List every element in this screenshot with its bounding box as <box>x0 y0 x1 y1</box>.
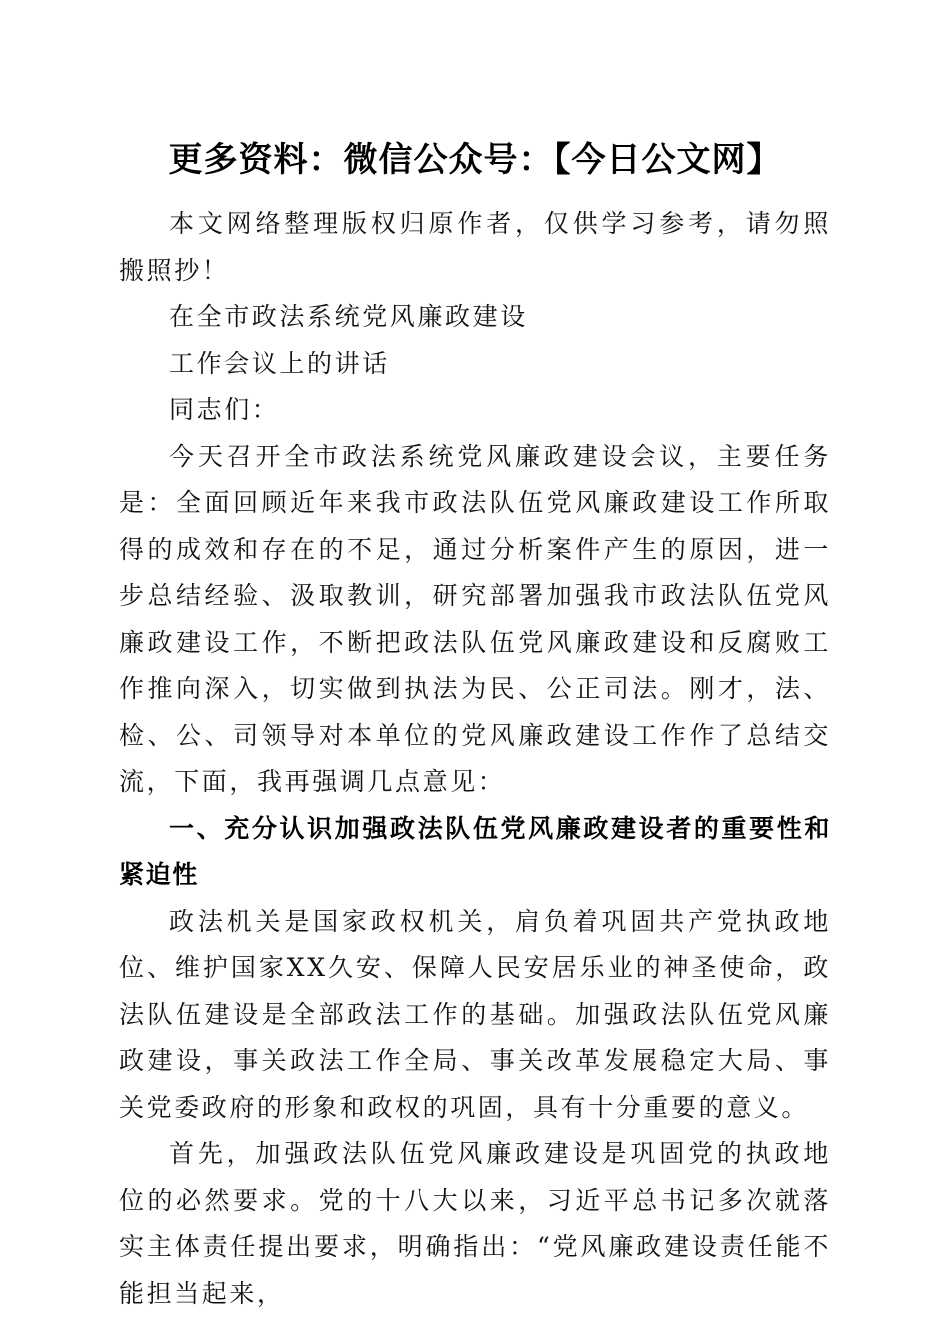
section-1-paragraph-1: 政法机关是国家政权机关，肩负着巩固共产党执政地位、维护国家XX久安、保障人民安居乐业的神圣使命，政法队伍建设是全部政法工作的基础。加强政法队伍党风廉政建设，事关政法工作全局、事关改革发展稳定大局、事关党委政府的形象和政权的巩固，具有十分重要的意义。 <box>119 906 831 1122</box>
salutation: 同志们： <box>169 395 280 424</box>
speech-title-line-2: 工作会议上的讲话 <box>169 348 390 378</box>
copyright-notice: 本文网络整理版权归原作者，仅供学习参考，请勿照搬照抄！ <box>119 209 831 285</box>
speech-title-line-1: 在全市政法系统党风廉政建设 <box>169 302 528 331</box>
section-1-heading: 一、充分认识加强政法队伍党风廉政建设者的重要性和紧迫性 <box>119 813 831 889</box>
intro-paragraph: 今天召开全市政法系统党风廉政建设会议，主要任务是：全面回顾近年来我市政法队伍党风廉政建设工作所取得的成效和存在的不足，通过分析案件产生的原因，进一步总结经验、汲取教训，研究部署加强我市政法队伍党风廉政建设工作，不断把政法队伍党风廉政建设和反腐败工作推向深入，切实做到执法为民、公正司法。刚才，法、检、公、司领导对本单位的党风廉政建设工作作了总结交流，下面，我再强调几点意见： <box>119 441 831 796</box>
section-1-paragraph-2: 首先，加强政法队伍党风廉政建设是巩固党的执政地位的必然要求。党的十八大以来，习近平总书记多次就落实主体责任提出要求，明确指出：“党风廉政建设责任能不能担当起来， <box>119 1139 831 1308</box>
page-header-title: 更多资料：微信公众号：【今日公文网】 <box>168 140 782 180</box>
document-body <box>119 201 831 1317</box>
